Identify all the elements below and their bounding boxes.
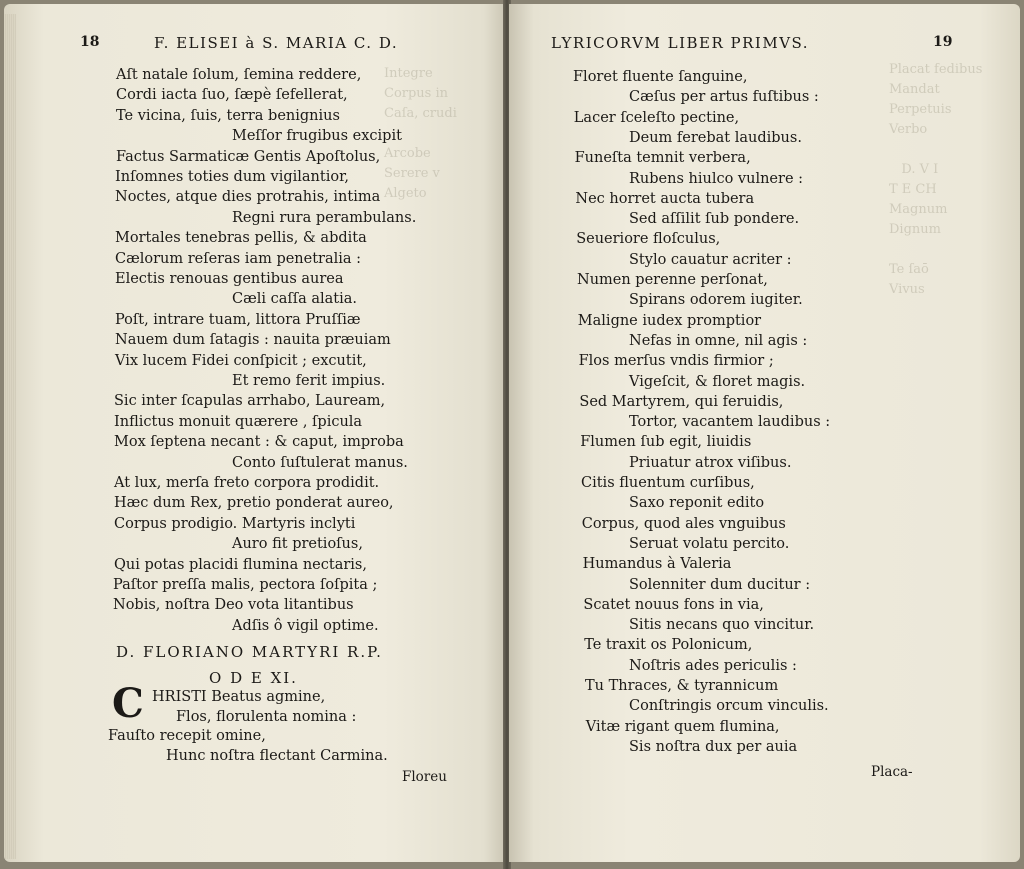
verse-line: HRISTI Beatus agmine, [152,689,326,705]
left-page [4,4,507,862]
verse-line: Conto ſuſtulerat manus. [232,454,408,471]
verse-line: Vitæ rigant quem flumina, [585,718,780,735]
verse-line: Flos, florulenta nomina : [176,708,357,725]
verse-line: Seueriore floſculus, [576,231,721,248]
verse-line: Cæli caſſa alatia. [232,291,358,308]
verse-line: Te traxit os Polonicum, [584,637,753,654]
right-catchword: Placa- [871,764,913,780]
verse-line: Tortor, vacantem laudibus : [629,414,831,431]
verse-line: Saxo reponit edito [629,495,765,512]
verse-line: Sis noſtra dux per auia [629,738,798,755]
verse-line: Floret fluente ſanguine, [573,69,748,85]
verse-line: Cordi iacta ſuo, ſæpè ſefellerat, [116,87,348,104]
verse-line: Cæſus per artus fuſtibus : [629,89,819,106]
left-page-number: 18 [80,34,100,50]
verse-line: Adſis ô vigil optime. [232,617,379,634]
verse-line: Hunc noſtra flectant Carmina. [166,747,388,764]
verse-line: Sic inter ſcapulas arrhabo, Lauream, [114,393,386,410]
verse-line: Aſt natale ſolum, ſemina reddere, [116,67,362,83]
verse-line: Paſtor preſſa malis, pectora ſoſpita ; [113,577,378,593]
verse-line: Humandus à Valeria [582,556,732,573]
verse-line: Cælorum reſeras iam penetralia : [115,250,362,267]
verse-line: Flos merſus vndis firmior ; [578,353,774,370]
verse-line: Nefas in omne, nil agis : [629,332,808,349]
verse-line: Poſt, intrare tuam, littora Pruſſiæ [115,311,361,328]
verse-line: Nobis, noſtra Deo vota litantibus [113,597,354,614]
verse-line: Meſſor frugibus excipit [232,128,402,145]
verse-line: Noſtris ades periculis : [629,657,797,674]
verse-line: Mox ſeptena necant : & caput, improba [114,434,404,451]
section-title: D. FLORIANO MARTYRI R.P. [116,643,383,661]
verse-line: Scatet nouus fons in via, [583,596,764,613]
verse-line: Corpus prodigio. Martyris inclyti [114,515,356,532]
verse-line: Vix lucem Fidei conſpicit ; excutit, [115,352,367,369]
right-running-head: LYRICORVM LIBER PRIMVS. [551,34,810,52]
verse-line: Hæc dum Rex, pretio ponderat aureo, [114,495,394,512]
verse-line: Inflictus monuit quærere , ſpicula [114,413,363,430]
verse-line: Deum ferebat laudibus. [629,129,802,146]
verse-line: Maligne iudex promptior [577,312,762,329]
verse-line: Vigeſcit, & floret magis. [629,373,806,390]
page-edges [4,14,16,859]
left-catchword: Floreu [402,769,447,785]
verse-line: Rubens hiulco vulnere : [629,170,804,187]
verse-line: Numen perenne perſonat, [577,272,768,288]
ode-label: O D E XI. [209,669,298,687]
left-running-head: F. ELISEI à S. MARIA C. D. [154,34,399,52]
bleed-through-text: Integre Corpus in Caſa, crudi Arcobe Serere v Algeto [384,66,457,201]
verse-line: Lacer ſceleſto pectine, [573,109,740,126]
verse-line: Sitis necans quo vincitur. [629,617,815,634]
verse-line: At lux, merſa freto corpora prodidit. [114,475,380,491]
verse-line: Funeſta temnit verbera, [574,150,751,167]
verse-line: Seruat volatu percito. [629,535,790,552]
verse-line: Sed Martyrem, qui feruidis, [579,393,784,410]
verse-line: Inſomnes toties dum vigilantior, [115,169,350,185]
verse-line: Auro fit pretioſus, [232,536,363,553]
verse-line: Te vicina, ſuis, terra benignius [116,107,340,124]
verse-line: Electis renouas gentibus aurea [115,271,344,287]
verse-line: Noctes, atque dies protrahis, intima [115,189,381,206]
verse-line: Regni rura perambulans. [232,209,417,226]
verse-line: Factus Sarmaticæ Gentis Apoſtolus, [116,148,381,165]
verse-line: Fauſto recepit omine, [108,728,266,744]
right-page-number: 19 [933,34,953,50]
verse-line: Et remo ferit impius. [232,373,386,389]
verse-line: Nec horret aucta tubera [575,190,755,207]
drop-cap: C [112,680,144,727]
verse-line: Priuatur atrox viſibus. [629,454,792,471]
verse-line: Stylo cauatur acriter : [629,251,792,268]
bleed-through-text: Placat fedibus Mandat Perpetuis Verbo D. V I T E CH Magnum Dignum Te ſaō Vivus [889,62,983,297]
verse-line: Tu Thraces, & tyrannicum [585,678,779,694]
verse-line: Qui potas placidi flumina nectaris, [114,556,367,573]
verse-line: Mortales tenebras pellis, & abdita [115,230,367,247]
right-page [509,4,1020,862]
verse-line: Corpus, quod ales vnguibus [581,515,786,532]
verse-line: Citis fluentum curſibus, [581,475,755,491]
verse-line: Nauem dum ſatagis : nauita præuiam [115,332,391,349]
verse-line: Flumen ſub egit, liuidis [580,434,752,451]
verse-line: Spirans odorem iugiter. [629,292,803,309]
verse-line: Conſtringis orcum vinculis. [629,698,829,715]
verse-line: Solenniter dum ducitur : [629,576,811,593]
verse-line: Sed aſſilit ſub pondere. [629,211,800,228]
